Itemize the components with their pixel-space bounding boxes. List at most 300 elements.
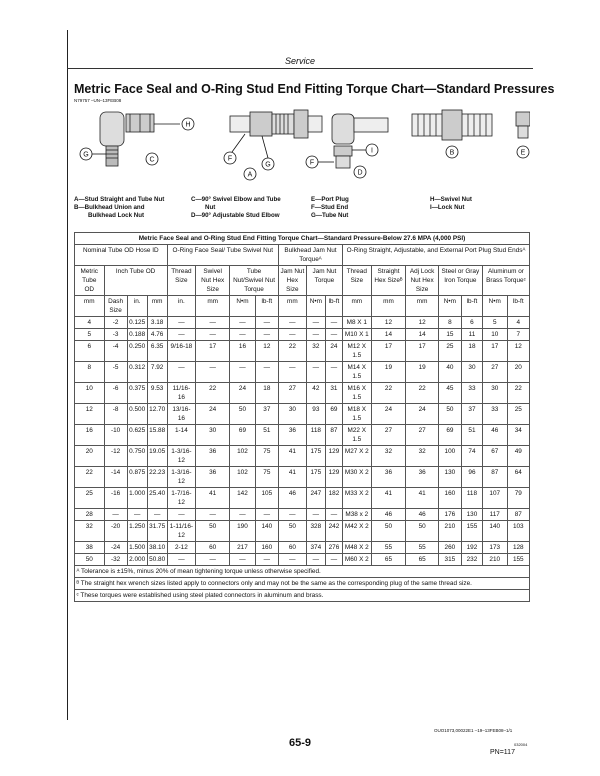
- table-cell: 7: [507, 329, 529, 341]
- table-cell: 37: [255, 404, 278, 425]
- table-cell: 374: [306, 542, 325, 554]
- table-cell: —: [230, 554, 256, 566]
- table-cell: 50.80: [147, 554, 167, 566]
- unit-header: mm: [147, 296, 167, 317]
- table-cell: —: [196, 317, 230, 329]
- table-note: ᴬ Tolerance is ±15%, minus 20% of mean tightening torque unless otherwise specified.: [75, 566, 530, 578]
- table-cell: M14 X 1.5: [343, 362, 371, 383]
- table-cell: 1-3/16-12: [167, 446, 195, 467]
- table-cell: 9.53: [147, 383, 167, 404]
- table-cell: 51: [461, 425, 482, 446]
- table-row: [75, 554, 530, 566]
- table-cell: 33: [482, 404, 507, 425]
- table-cell: 117: [482, 509, 507, 521]
- svg-text:B: B: [449, 149, 455, 157]
- table-cell: 247: [306, 488, 325, 509]
- sub-header: Tube Nut/Swivel Nut Torque: [230, 266, 279, 296]
- table-cell: 22: [75, 467, 105, 488]
- table-cell: 65: [406, 554, 438, 566]
- table-cell: —: [255, 362, 278, 383]
- table-cell: 30: [278, 404, 306, 425]
- table-cell: 0.625: [127, 425, 147, 446]
- table-cell: 31.75: [147, 521, 167, 542]
- unit-header: mm: [75, 296, 105, 317]
- table-cell: 93: [306, 404, 325, 425]
- table-cell: 67: [482, 446, 507, 467]
- table-cell: —: [325, 317, 342, 329]
- table-cell: 10: [75, 383, 105, 404]
- callout-g2: [262, 136, 274, 170]
- table-cell: 315: [438, 554, 461, 566]
- table-cell: —: [230, 509, 256, 521]
- legend-column-4: [430, 196, 472, 212]
- table-cell: 107: [482, 488, 507, 509]
- table-cell: 22: [278, 341, 306, 362]
- table-cell: 55: [371, 542, 406, 554]
- document-code: OUO1073,00022E1 –19–13FEB08–1/1: [434, 728, 513, 733]
- table-cell: —: [196, 554, 230, 566]
- sub-header: Steel or Gray Iron Torque: [438, 266, 482, 296]
- table-cell: 18: [461, 341, 482, 362]
- page-number: 65-9: [288, 737, 312, 749]
- svg-text:G: G: [265, 161, 271, 169]
- table-cell: 0.375: [127, 383, 147, 404]
- callout-i: [352, 144, 378, 156]
- table-cell: -14: [104, 467, 127, 488]
- table-note: ᴮ The straight hex wrench sizes listed apply to connectors only and may not be the same as the corresponding plug of the same thread size.: [75, 578, 530, 590]
- svg-text:C: C: [149, 156, 155, 164]
- table-cell: 217: [230, 542, 256, 554]
- table-cell: 1-14: [167, 425, 195, 446]
- legend-item: E—Port Plug: [311, 196, 349, 203]
- table-cell: 11: [461, 329, 482, 341]
- table-cell: 15.88: [147, 425, 167, 446]
- table-cell: —: [325, 362, 342, 383]
- svg-text:A: A: [247, 171, 253, 179]
- straight-fitting-hex: [294, 110, 308, 138]
- table-cell: 1-3/16-12: [167, 467, 195, 488]
- table-row: [75, 329, 530, 341]
- table-cell: —: [230, 362, 256, 383]
- table-cell: 36: [278, 425, 306, 446]
- callout-d: [354, 166, 366, 178]
- unit-header: lb-ft: [461, 296, 482, 317]
- table-cell: —: [325, 554, 342, 566]
- group-header: Nominal Tube OD Hose ID: [75, 245, 168, 266]
- group-header: O-Ring Face Seal/ Tube Swivel Nut: [167, 245, 278, 266]
- svg-text:E: E: [520, 149, 526, 157]
- table-cell: 12: [371, 317, 406, 329]
- table-cell: —: [306, 554, 325, 566]
- table-title: Metric Face Seal and O-Ring Stud End Fitting Torque Chart—Standard Pressure-Below 27.6 MPA (4,000 PSI): [75, 233, 530, 245]
- table-cell: 24: [325, 341, 342, 362]
- table-cell: 105: [255, 488, 278, 509]
- table-cell: 182: [325, 488, 342, 509]
- table-cell: 75: [255, 467, 278, 488]
- table-cell: 64: [507, 467, 529, 488]
- table-cell: —: [167, 554, 195, 566]
- legend-item: D—90° Adjustable Stud Elbow: [191, 212, 280, 219]
- table-cell: 55: [406, 542, 438, 554]
- table-cell: -4: [104, 341, 127, 362]
- table-row: [75, 341, 530, 362]
- table-cell: 210: [482, 554, 507, 566]
- table-cell: 38: [75, 542, 105, 554]
- table-cell: 36: [196, 467, 230, 488]
- table-cell: -8: [104, 404, 127, 425]
- table-cell: 14: [406, 329, 438, 341]
- table-cell: 0.875: [127, 467, 147, 488]
- table-cell: 42: [306, 383, 325, 404]
- table-cell: 27: [406, 425, 438, 446]
- table-cell: —: [278, 509, 306, 521]
- table-cell: 87: [507, 509, 529, 521]
- legend-column-1: [74, 196, 164, 220]
- table-cell: 41: [196, 488, 230, 509]
- table-cell: M48 X 2: [343, 542, 371, 554]
- table-cell: —: [325, 329, 342, 341]
- table-cell: -6: [104, 383, 127, 404]
- table-row: [75, 317, 530, 329]
- table-cell: 13/16-16: [167, 404, 195, 425]
- table-cell: 0.250: [127, 341, 147, 362]
- sub-header: Inch Tube OD: [104, 266, 167, 296]
- sub-header: Jam Nut Hex Size: [278, 266, 306, 296]
- table-cell: 10: [482, 329, 507, 341]
- table-cell: 25: [507, 404, 529, 425]
- table-cell: —: [306, 362, 325, 383]
- table-cell: M18 X 1.5: [343, 404, 371, 425]
- table-cell: 160: [255, 542, 278, 554]
- unit-header: in.: [127, 296, 147, 317]
- table-cell: 129: [325, 446, 342, 467]
- table-row: [75, 542, 530, 554]
- table-cell: —: [167, 329, 195, 341]
- table-cell: 27: [482, 362, 507, 383]
- table-cell: 24: [371, 404, 406, 425]
- callout-h: [154, 118, 194, 130]
- table-cell: 103: [507, 521, 529, 542]
- table-cell: 6: [461, 317, 482, 329]
- table-cell: M10 X 1: [343, 329, 371, 341]
- table-cell: 12.70: [147, 404, 167, 425]
- table-cell: 17: [196, 341, 230, 362]
- adjustable-elbow-tube: [354, 118, 388, 132]
- table-cell: 46: [406, 509, 438, 521]
- table-cell: 22: [507, 383, 529, 404]
- table-cell: 17: [371, 341, 406, 362]
- table-cell: 16: [75, 425, 105, 446]
- table-cell: 12: [507, 341, 529, 362]
- table-cell: 79: [507, 488, 529, 509]
- unit-header: mm: [278, 296, 306, 317]
- table-cell: 32: [406, 446, 438, 467]
- table-cell: 1-7/16-12: [167, 488, 195, 509]
- table-cell: 17: [406, 341, 438, 362]
- table-cell: —: [104, 509, 127, 521]
- sub-header: Aluminum or Brass Torqueᶜ: [482, 266, 529, 296]
- table-cell: —: [306, 317, 325, 329]
- figure-reference: N79757 –UN–13FEB08: [74, 98, 122, 103]
- group-header: O-Ring Straight, Adjustable, and External Port Plug Stud Endsᴬ: [343, 245, 530, 266]
- table-cell: 7.92: [147, 362, 167, 383]
- table-cell: 41: [406, 488, 438, 509]
- unit-header: mm: [371, 296, 406, 317]
- table-cell: 22: [406, 383, 438, 404]
- table-cell: 8: [438, 317, 461, 329]
- unit-header: N•m: [438, 296, 461, 317]
- table-cell: 9/16-18: [167, 341, 195, 362]
- legend-item: I—Lock Nut: [430, 204, 465, 211]
- table-cell: 102: [230, 446, 256, 467]
- table-cell: 2-12: [167, 542, 195, 554]
- table-cell: 128: [507, 542, 529, 554]
- svg-text:F: F: [227, 155, 233, 163]
- table-cell: 20: [507, 362, 529, 383]
- table-cell: M33 X 2: [343, 488, 371, 509]
- table-row: [75, 362, 530, 383]
- table-cell: -3: [104, 329, 127, 341]
- table-cell: -20: [104, 521, 127, 542]
- table-cell: —: [230, 329, 256, 341]
- unit-header: lb-ft: [507, 296, 529, 317]
- table-cell: 118: [306, 425, 325, 446]
- table-cell: 4: [507, 317, 529, 329]
- table-cell: 45: [438, 383, 461, 404]
- table-cell: 19: [371, 362, 406, 383]
- adjustable-elbow-body: [332, 114, 354, 144]
- callout-f2: [306, 156, 334, 168]
- table-cell: 69: [438, 425, 461, 446]
- table-cell: —: [255, 554, 278, 566]
- legend-item: B—Bulkhead Union and: [74, 204, 145, 211]
- table-cell: 40: [438, 362, 461, 383]
- sub-header: Metric Tube OD: [75, 266, 105, 296]
- table-cell: 102: [230, 467, 256, 488]
- table-cell: 140: [482, 521, 507, 542]
- elbow-fitting-body: [100, 112, 124, 146]
- callout-e: [517, 146, 529, 158]
- callout-g: [80, 148, 106, 160]
- table-cell: 0.125: [127, 317, 147, 329]
- table-cell: 22.23: [147, 467, 167, 488]
- table-cell: 25.40: [147, 488, 167, 509]
- table-row: [75, 467, 530, 488]
- table-cell: —: [306, 509, 325, 521]
- table-cell: 31: [325, 383, 342, 404]
- table-cell: —: [147, 509, 167, 521]
- table-cell: 50: [371, 521, 406, 542]
- callout-c: [146, 153, 158, 165]
- table-cell: 18: [255, 383, 278, 404]
- table-cell: 175: [306, 467, 325, 488]
- table-cell: 160: [438, 488, 461, 509]
- table-cell: 210: [438, 521, 461, 542]
- sub-header: Jam Nut Torque: [306, 266, 342, 296]
- legend-item: F—Stud End: [311, 204, 349, 211]
- table-cell: 20: [75, 446, 105, 467]
- table-cell: 49: [507, 446, 529, 467]
- table-cell: 192: [461, 542, 482, 554]
- table-cell: 87: [482, 467, 507, 488]
- table-cell: 6.35: [147, 341, 167, 362]
- sub-header: Adj Lock Nut Hex Size: [406, 266, 438, 296]
- port-plug-hex: [516, 112, 530, 126]
- table-cell: 1-11/16-12: [167, 521, 195, 542]
- table-row: [75, 509, 530, 521]
- table-cell: 36: [371, 467, 406, 488]
- table-cell: —: [127, 509, 147, 521]
- legend-item: H—Swivel Nut: [430, 196, 472, 203]
- table-cell: 27: [278, 383, 306, 404]
- legend-column-3: [311, 196, 349, 220]
- table-cell: 0.500: [127, 404, 147, 425]
- straight-fitting-tube-end: [308, 116, 322, 132]
- table-cell: 75: [255, 446, 278, 467]
- table-body: [75, 317, 530, 566]
- table-cell: —: [278, 329, 306, 341]
- left-margin-rule: [67, 30, 68, 720]
- table-cell: 50: [196, 521, 230, 542]
- sub-header: Straight Hex Sizeᴮ: [371, 266, 406, 296]
- table-note: ᶜ These torques were established using steel plated connectors in aluminum and brass.: [75, 590, 530, 602]
- table-cell: 33: [461, 383, 482, 404]
- unit-header: Dash Size: [104, 296, 127, 317]
- table-cell: 50: [278, 521, 306, 542]
- legend-item: Bulkhead Lock Nut: [88, 212, 145, 219]
- table-cell: 50: [75, 554, 105, 566]
- table-cell: 69: [230, 425, 256, 446]
- table-cell: —: [278, 362, 306, 383]
- table-cell: 32: [306, 341, 325, 362]
- table-cell: -32: [104, 554, 127, 566]
- straight-fitting-tube: [230, 116, 250, 132]
- table-cell: 28: [75, 509, 105, 521]
- unit-header: lb-ft: [325, 296, 342, 317]
- header-rule: [67, 68, 533, 69]
- unit-header: N•m: [482, 296, 507, 317]
- table-cell: —: [167, 509, 195, 521]
- unit-header: lb-ft: [255, 296, 278, 317]
- table-cell: M8 X 1: [343, 317, 371, 329]
- torque-table: [74, 232, 530, 602]
- table-cell: 173: [482, 542, 507, 554]
- table-cell: 6: [75, 341, 105, 362]
- callout-f: [224, 134, 245, 164]
- table-cell: 25: [75, 488, 105, 509]
- table-cell: 96: [461, 467, 482, 488]
- table-cell: 14: [371, 329, 406, 341]
- table-cell: M27 X 2: [343, 446, 371, 467]
- table-cell: 50: [406, 521, 438, 542]
- sub-header: Swivel Nut Hex Size: [196, 266, 230, 296]
- unit-header: mm: [196, 296, 230, 317]
- table-cell: —: [278, 317, 306, 329]
- sub-header: Thread Size: [343, 266, 371, 296]
- table-cell: 19: [406, 362, 438, 383]
- table-cell: —: [167, 362, 195, 383]
- table-cell: 155: [461, 521, 482, 542]
- table-cell: —: [230, 317, 256, 329]
- table-row: [75, 383, 530, 404]
- table-cell: 30: [196, 425, 230, 446]
- adjustable-elbow-stud: [336, 156, 350, 168]
- table-cell: 8: [75, 362, 105, 383]
- table-cell: M42 X 2: [343, 521, 371, 542]
- table-cell: 5: [482, 317, 507, 329]
- table-cell: -10: [104, 425, 127, 446]
- table-cell: 3.18: [147, 317, 167, 329]
- table-cell: 4.76: [147, 329, 167, 341]
- legend-item: A—Stud Straight and Tube Nut: [74, 196, 165, 203]
- svg-text:D: D: [357, 169, 363, 177]
- table-cell: M60 X 2: [343, 554, 371, 566]
- legend-item: Nut: [205, 204, 216, 211]
- table-row: [75, 521, 530, 542]
- svg-text:G: G: [83, 151, 89, 159]
- table-cell: 38.10: [147, 542, 167, 554]
- svg-text:H: H: [185, 121, 191, 129]
- table-cell: 32: [75, 521, 105, 542]
- table-cell: 190: [230, 521, 256, 542]
- table-cell: 232: [461, 554, 482, 566]
- unit-header: N•m: [306, 296, 325, 317]
- unit-header: mm: [343, 296, 371, 317]
- table-cell: 24: [196, 404, 230, 425]
- table-cell: -12: [104, 446, 127, 467]
- table-cell: 16: [230, 341, 256, 362]
- section-title: Metric Face Seal and O-Ring Stud End Fitting Torque Chart—Standard Pressures: [74, 82, 555, 96]
- svg-text:F: F: [309, 159, 315, 167]
- table-cell: 11/16-16: [167, 383, 195, 404]
- table-cell: 46: [278, 488, 306, 509]
- table-cell: 41: [278, 446, 306, 467]
- table-row: [75, 488, 530, 509]
- unit-header: mm: [406, 296, 438, 317]
- table-cell: 60: [278, 542, 306, 554]
- port-plug-stud: [518, 126, 528, 138]
- table-cell: 142: [230, 488, 256, 509]
- table-cell: 0.312: [127, 362, 147, 383]
- table-cell: —: [306, 329, 325, 341]
- fittings-illustration: [70, 104, 530, 194]
- table-cell: 260: [438, 542, 461, 554]
- straight-fitting-body: [272, 114, 294, 134]
- table-cell: 12: [406, 317, 438, 329]
- table-cell: 140: [255, 521, 278, 542]
- table-cell: 65: [371, 554, 406, 566]
- table-cell: 69: [325, 404, 342, 425]
- table-cell: 19.05: [147, 446, 167, 467]
- table-cell: 15: [438, 329, 461, 341]
- table-cell: M16 X 1.5: [343, 383, 371, 404]
- table-cell: -24: [104, 542, 127, 554]
- table-cell: 1.500: [127, 542, 147, 554]
- table-cell: -2: [104, 317, 127, 329]
- table-cell: 50: [438, 404, 461, 425]
- table-cell: —: [255, 509, 278, 521]
- table-cell: 1.000: [127, 488, 147, 509]
- legend-item: G—Tube Nut: [311, 212, 349, 219]
- units-row: [75, 296, 530, 317]
- sub-header: Thread Size: [167, 266, 195, 296]
- table-cell: 22: [371, 383, 406, 404]
- adjustable-elbow-nut: [334, 146, 352, 156]
- table-row: [75, 446, 530, 467]
- table-row: [75, 425, 530, 446]
- table-cell: —: [196, 362, 230, 383]
- table-cell: 24: [230, 383, 256, 404]
